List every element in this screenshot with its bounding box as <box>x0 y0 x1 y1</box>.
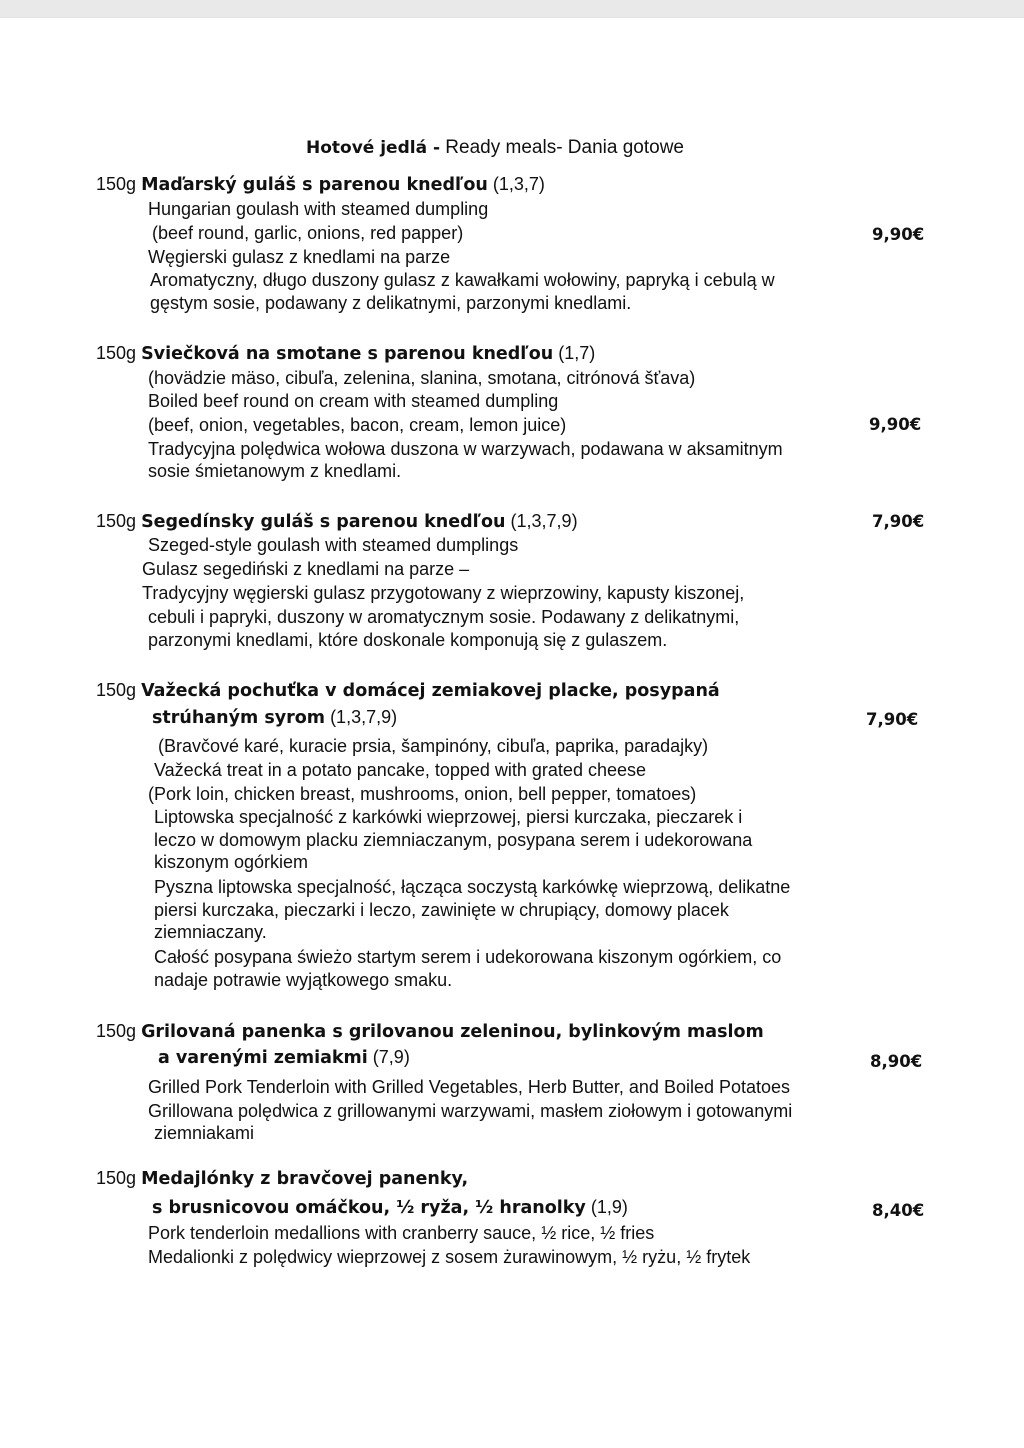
item-name-continued: strúhaným syrom <box>152 708 326 728</box>
item-desc-line: Tradycyjny węgierski gulasz przygotowany z wieprzowiny, kapusty kiszonej, <box>142 583 745 603</box>
item-desc-line: Całość posypana świeżo startym serem i udekorowana kiszonym ogórkiem, co <box>154 947 782 967</box>
item-desc-line: Szeged-style goulash with steamed dumplings <box>148 535 519 555</box>
item-name: Segedínsky guláš s parenou knedľou <box>141 512 506 532</box>
item-weight: 150g <box>96 680 137 700</box>
item-desc-line: (hovädzie mäso, cibuľa, zelenina, slanina, smotana, citrónová šťava) <box>148 368 696 388</box>
item-desc-line: ziemniaczany. <box>154 922 267 942</box>
item-weight: 150g <box>96 1021 137 1041</box>
item-desc-line: Tradycyjna polędwica wołowa duszona w warzywach, podawana w aksamitnym <box>148 439 783 459</box>
item-weight: 150g <box>96 511 137 531</box>
item-desc-line: Węgierski gulasz z knedlami na parze <box>148 247 451 267</box>
item-desc-line: cebuli i papryki, duszony w aromatycznym sosie. Podawany z delikatnymi, <box>148 607 740 627</box>
item-allergens: (1,9) <box>590 1197 628 1217</box>
item-desc-line: Grillowana polędwica z grillowanymi warzywami, masłem ziołowym i gotowanymi <box>148 1101 793 1121</box>
item-desc-line: (Pork loin, chicken breast, mushrooms, onion, bell pepper, tomatoes) <box>148 784 697 804</box>
item-price: 8,40€ <box>872 1201 925 1220</box>
item-price: 8,90€ <box>870 1052 923 1071</box>
item-desc-line: kiszonym ogórkiem <box>154 852 309 872</box>
item-desc-line: Liptowska specjalność z karkówki wieprzowej, piersi kurczaka, pieczarek i <box>154 807 743 827</box>
item-desc-line: parzonymi knedlami, które doskonale komponują się z gulaszem. <box>148 630 668 650</box>
item-price: 7,90€ <box>866 710 919 729</box>
item-desc-line: Grilled Pork Tenderloin with Grilled Vegetables, Herb Butter, and Boiled Potatoes <box>148 1077 791 1097</box>
item-allergens: (1,3,7) <box>492 174 545 194</box>
item-desc-line: (beef, onion, vegetables, bacon, cream, lemon juice) <box>148 415 567 435</box>
item-allergens: (1,3,7,9) <box>510 511 578 531</box>
item-allergens: (1,7) <box>558 343 596 363</box>
item-desc-line: (Bravčové karé, kuracie prsia, šampinóny, cibuľa, paprika, paradajky) <box>158 736 709 756</box>
item-weight: 150g <box>96 174 137 194</box>
item-desc-line: Hungarian goulash with steamed dumpling <box>148 199 489 219</box>
item-desc-line: nadaje potrawie wyjątkowego smaku. <box>154 970 453 990</box>
item-desc-line: sosie śmietanowym z knedlami. <box>148 461 402 481</box>
item-name: Važecká pochuťka v domácej zemiakovej placke, posypaná <box>141 681 720 701</box>
item-name-continued: a varenými zemiakmi <box>158 1048 368 1068</box>
item-desc-line: Pyszna liptowska specjalność, łącząca soczystą karkówkę wieprzową, delikatne <box>154 877 791 897</box>
menu-page <box>0 18 1024 1448</box>
item-weight: 150g <box>96 1168 137 1188</box>
title-rest: Ready meals- Dania gotowe <box>440 137 684 158</box>
item-desc-line: Gulasz segediński z knedlami na parze – <box>142 559 470 579</box>
item-name: Maďarský guláš s parenou knedľou <box>141 175 488 195</box>
item-desc-line: gęstym sosie, podawany z delikatnymi, parzonymi knedlami. <box>150 293 632 313</box>
item-name-continued: s brusnicovou omáčkou, ½ ryža, ½ hranolky <box>152 1198 586 1218</box>
page-title <box>0 137 990 159</box>
item-desc-line: (beef round, garlic, onions, red papper) <box>152 223 464 243</box>
item-price: 9,90€ <box>872 225 925 244</box>
item-name: Medajlónky z bravčovej panenky, <box>141 1169 469 1189</box>
item-name: Sviečková na smotane s parenou knedľou <box>141 344 554 364</box>
item-desc-line: Aromatyczny, długo duszony gulasz z kawałkami wołowiny, papryką i cebulą w <box>150 270 775 290</box>
item-price: 7,90€ <box>872 512 925 531</box>
item-desc-line: leczo w domowym placku ziemniaczanym, posypana serem i udekorowana <box>154 830 753 850</box>
item-allergens: (1,3,7,9) <box>330 707 398 727</box>
item-desc-line: Medalionki z polędwicy wieprzowej z sosem żurawinowym, ½ ryżu, ½ frytek <box>148 1247 751 1267</box>
item-desc-line: Pork tenderloin medallions with cranberry sauce, ½ rice, ½ fries <box>148 1223 655 1243</box>
title-bold: Hotové jedlá - <box>305 138 441 158</box>
item-price: 9,90€ <box>869 415 922 434</box>
item-weight: 150g <box>96 343 137 363</box>
item-allergens: (7,9) <box>372 1047 410 1067</box>
item-desc-line: Boiled beef round on cream with steamed dumpling <box>148 391 559 411</box>
item-desc-line: Važecká treat in a potato pancake, topped with grated cheese <box>154 760 646 780</box>
item-desc-line: piersi kurczaka, pieczarki i leczo, zawinięte w chrupiący, domowy placek <box>154 900 729 920</box>
item-desc-line: ziemniakami <box>154 1123 255 1143</box>
item-name: Grilovaná panenka s grilovanou zeleninou, bylinkovým maslom <box>141 1022 764 1042</box>
